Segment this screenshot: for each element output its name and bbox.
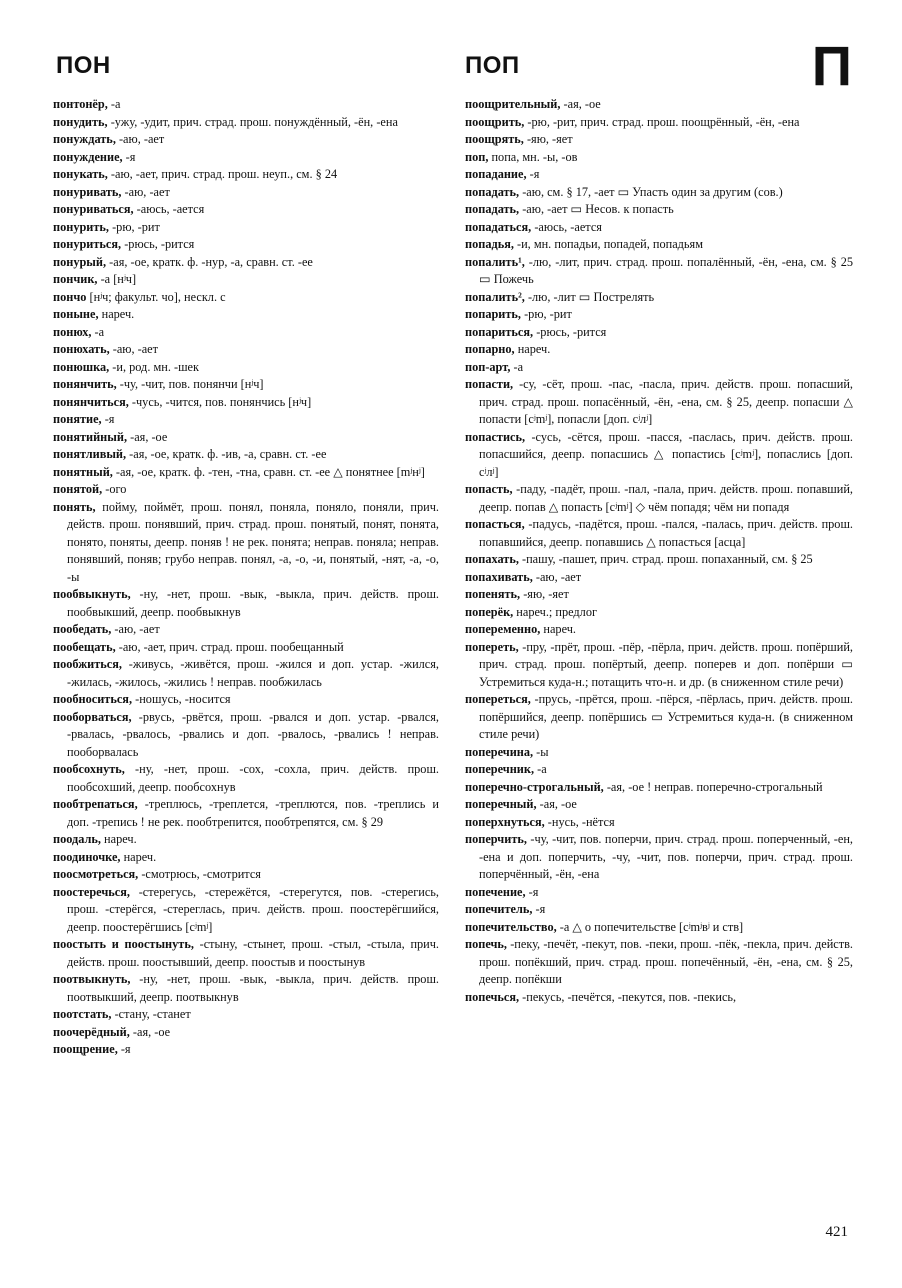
headword: понтонёр, <box>53 97 108 111</box>
dictionary-entry <box>53 429 439 447</box>
dictionary-entry <box>53 691 439 709</box>
dictionary-entry <box>53 149 439 167</box>
dictionary-entry <box>53 1024 439 1042</box>
headword: поперёк, <box>465 604 514 619</box>
dictionary-entry <box>53 376 439 394</box>
headword: понурить, <box>53 219 110 234</box>
dictionary-entry <box>53 271 439 289</box>
headword: понуриться, <box>53 237 122 251</box>
entry-body: -пекусь, -печётся, -пекутся, пов. -пекись, <box>519 989 737 1004</box>
entry-body: попа, мн. -ы, -ов <box>488 149 578 164</box>
headword: понянчиться, <box>53 394 129 409</box>
dictionary-entry <box>53 971 439 1006</box>
entry-body: -ая, -ое, кратк. ф. -нур, -а, сравн. ст. -ее <box>106 254 313 269</box>
entry-body: [нʲч; факульт. чо], нескл. с <box>86 289 226 304</box>
entry-body: -аю, -ает <box>109 342 159 356</box>
headword: поперечник, <box>465 762 535 776</box>
headword: понюх, <box>53 324 92 339</box>
headword: пообедать, <box>53 622 112 636</box>
dictionary-entry <box>465 184 853 202</box>
dictionary-entry <box>53 394 439 412</box>
headword: попарить, <box>465 307 522 321</box>
headword: попастись, <box>465 429 526 444</box>
entry-body: -пру, -прёт, прош. -пёр, -пёрла, прич. действ. прош. попёрший, прич. страд. прош. попёртый, деепр. поперев и доп. попёрши ▭ Устремиться куда-н.; потащить что-н. и др. (в сниженном стиле речи) <box>479 639 853 689</box>
entry-body: -прусь, -прётся, прош. -пёрся, -пёрлась, прич. действ. прош. попёршийся, деепр. попёршись ▭ Устремиться куда-н. (в сниженном стиле речи) <box>479 692 853 741</box>
entry-body: -я <box>526 167 540 181</box>
entry-body: -треплюсь, -треплется, -треплются, пов. -треплись и доп. -трепись ! не рек. пообтрепится, пообтрепятся, см. § 29 <box>67 797 439 829</box>
dictionary-entry <box>465 341 853 359</box>
entry-body: -стану, -станет <box>111 1007 191 1021</box>
headword: попенять, <box>465 587 521 601</box>
entry-body: -а <box>510 359 524 374</box>
headword: попахивать, <box>465 569 533 584</box>
entry-body: -а <box>91 324 105 339</box>
headword: понукать, <box>53 167 108 181</box>
entry-body: нареч. <box>100 832 137 846</box>
headword: попереть, <box>465 639 519 654</box>
dictionary-entry <box>465 236 853 254</box>
headword: поп, <box>465 149 489 164</box>
dictionary-entry <box>465 919 853 937</box>
entry-body: -падусь, -падётся, прош. -пался, -палась, прич. действ. прош. попавшийся, деепр. попавшись △ попасться [асца] <box>479 517 853 549</box>
headword: попадаться, <box>465 219 532 234</box>
headword: поп-арт, <box>465 359 511 374</box>
headword: попасться, <box>465 517 525 531</box>
entry-body: нареч. <box>120 849 157 864</box>
entry-body: -смотрюсь, -смотрится <box>138 867 261 881</box>
entry-body: -и, род. мн. -шек <box>109 359 199 374</box>
entry-body: -а <box>107 97 121 111</box>
dictionary-entry <box>53 236 439 254</box>
dictionary-entry <box>53 114 439 132</box>
dictionary-entry <box>465 201 853 219</box>
headword: попечение, <box>465 884 526 899</box>
entry-body: -чу, -чит, пов. понянчи [нʲч] <box>116 377 264 391</box>
dictionary-entry <box>465 796 853 814</box>
dictionary-entry <box>53 831 439 849</box>
headword: пообещать, <box>53 639 116 654</box>
headword: пообвыкнуть, <box>53 587 131 601</box>
entry-body: нареч.; предлог <box>513 604 598 619</box>
dictionary-entry <box>465 306 853 324</box>
headword: поодиночке, <box>53 849 121 864</box>
entry-body: -я <box>117 1042 131 1056</box>
entry-body: -аю, см. § 17, -ает ▭ Упасть один за другим (сов.) <box>519 184 783 199</box>
entry-body: -ы <box>533 744 549 759</box>
dictionary-entry <box>53 254 439 272</box>
entry-body: -рюсь, -рится <box>533 324 607 339</box>
entry-body: нареч. <box>98 307 135 321</box>
entry-body: -а [нʲч] <box>97 272 137 286</box>
dictionary-entry <box>53 166 439 184</box>
headword: пончо <box>53 289 87 304</box>
dictionary-entry <box>465 901 853 919</box>
headword: попалить², <box>465 289 525 304</box>
dictionary-entry <box>465 814 853 832</box>
dictionary-entry <box>53 884 439 937</box>
entry-body: -рю, -рит <box>109 219 160 234</box>
headword: поотвыкнуть, <box>53 972 131 986</box>
headword: поперхнуться, <box>465 814 545 829</box>
entry-body: -я <box>525 884 539 899</box>
entry-body: -я <box>101 412 115 426</box>
section-letter: П <box>811 34 852 97</box>
dictionary-entry <box>53 219 439 237</box>
entry-body: -я <box>122 149 136 164</box>
entry-body: -рю, -рит, прич. страд. прош. поощрённый, -ён, -ена <box>524 114 800 129</box>
dictionary-entry <box>53 849 439 867</box>
dictionary-entry <box>53 289 439 307</box>
headword: понюшка, <box>53 359 110 374</box>
dictionary-entry <box>53 1041 439 1059</box>
headword: пообжиться, <box>53 657 122 671</box>
entry-body: -ая, -ое, кратк. ф. -ив, -а, сравн. ст. -ее <box>126 447 327 461</box>
dictionary-entry <box>465 569 853 587</box>
dictionary-entry <box>53 201 439 219</box>
entry-body: -аю, -ает <box>115 132 165 146</box>
headword: пообноситься, <box>53 692 133 706</box>
entry-body: -аю, -ает <box>111 622 160 636</box>
entry-body: -аю, -ает <box>121 184 170 199</box>
headword: понянчить, <box>53 377 117 391</box>
entry-body: -лю, -лит, прич. страд. прош. попалённый, -ён, -ена, см. § 25 ▭ Пожечь <box>479 254 853 286</box>
headword: понять, <box>53 499 96 514</box>
dictionary-entry <box>53 359 439 377</box>
dictionary-entry <box>465 481 853 516</box>
dictionary-entry <box>53 464 439 482</box>
headword: поостеречься, <box>53 884 130 899</box>
headword: понуривать, <box>53 184 122 199</box>
headword: поощрительный, <box>465 97 561 111</box>
dictionary-entry <box>465 761 853 779</box>
entry-body: -аю, -ает <box>532 569 582 584</box>
dictionary-entry <box>465 621 853 639</box>
dictionary-entry <box>465 639 853 692</box>
dictionary-entry <box>53 621 439 639</box>
dictionary-entry <box>53 131 439 149</box>
entry-body: -ая, -ое <box>536 797 577 811</box>
headword: понятный, <box>53 464 113 479</box>
dictionary-entry <box>465 219 853 237</box>
entry-body: -живусь, -живётся, прош. -жился и доп. устар. -жился, -жилась, -жилось, -жились ! неправ. пообжилась <box>67 657 439 689</box>
entry-body: -пашу, -пашет, прич. страд. прош. попаханный, см. § 25 <box>518 552 813 566</box>
entry-body: -аю, -ает, прич. страд. прош. пообещанный <box>115 639 344 654</box>
headword: попахать, <box>465 552 519 566</box>
entry-body: -аюсь, -ается <box>133 202 205 216</box>
dictionary-entry <box>53 866 439 884</box>
dictionary-entry <box>53 341 439 359</box>
entry-body: -рвусь, -рвётся, прош. -рвался и доп. устар. -рвался, -рвалась, -рвалось, -рвались и доп. -рвалось, -рвались ! неправ. пооборвалась <box>67 709 439 759</box>
dictionary-entry <box>465 96 853 114</box>
entry-body: -нусь, -нётся <box>544 814 615 829</box>
dictionary-entry <box>53 936 439 971</box>
headword: попечься, <box>465 989 520 1004</box>
dictionary-entry <box>53 656 439 691</box>
headword: поощрять, <box>465 132 524 146</box>
headword: поощрение, <box>53 1042 118 1056</box>
dictionary-entry <box>465 289 853 307</box>
entry-body: -ая, -ое <box>560 97 601 111</box>
headword: попечитель, <box>465 902 533 916</box>
headword: поперчить, <box>465 832 527 846</box>
headword: попечительство, <box>465 919 557 934</box>
entry-body: -рю, -рит <box>521 307 572 321</box>
headword: попадья, <box>465 237 514 251</box>
entry-body: -аюсь, -ается <box>531 219 602 234</box>
headword: понятой, <box>53 482 103 496</box>
dictionary-entry <box>465 936 853 989</box>
dictionary-entry <box>465 376 853 429</box>
dictionary-entry <box>53 709 439 762</box>
entry-body: -ая, -ое ! неправ. поперечно-строгальный <box>603 779 823 794</box>
headword: попечь, <box>465 937 507 951</box>
headword: поочерёдный, <box>53 1024 130 1039</box>
headword: поощрить, <box>465 114 525 129</box>
dictionary-entry <box>465 324 853 342</box>
entry-body: -а △ о попечительстве [сʲmʲвʲ и ств] <box>556 919 744 934</box>
entry-body: -аю, -ает, прич. страд. прош. неуп., см. § 24 <box>107 167 338 181</box>
headword: пооборваться, <box>53 709 132 724</box>
headword: попеременно, <box>465 622 541 636</box>
entry-body: -паду, -падёт, прош. -пал, -пала, прич. действ. прош. попавший, деепр. попав △ попасть [сʲmʲ] ◇ чём попадя; чём ни попадя <box>479 482 853 514</box>
headword: понурый, <box>53 254 107 269</box>
dictionary-entry <box>465 166 853 184</box>
dictionary-entry <box>465 429 853 482</box>
entry-body: -аю, -ает ▭ Несов. к попасть <box>519 202 674 216</box>
headword: пообсохнуть, <box>53 762 125 776</box>
headword: понятийный, <box>53 429 128 444</box>
entry-body: -рюсь, -рится <box>121 237 195 251</box>
headword: поодаль, <box>53 832 101 846</box>
headword: попасти, <box>465 377 514 391</box>
dictionary-entry <box>465 691 853 744</box>
headword: понюхать, <box>53 342 110 356</box>
headword: понудить, <box>53 114 108 129</box>
dictionary-entry <box>53 586 439 621</box>
headword: попадать, <box>465 202 520 216</box>
headword: попалить¹, <box>465 254 525 269</box>
entry-body: -а <box>534 762 547 776</box>
dictionary-entry <box>465 586 853 604</box>
entry-body: -ужу, -удит, прич. страд. прош. понуждённый, -ён, -ена <box>107 114 398 129</box>
dictionary-entry <box>465 744 853 762</box>
headword: попасть, <box>465 482 513 496</box>
dictionary-entry <box>53 481 439 499</box>
dictionary-entry <box>465 516 853 551</box>
dictionary-entry <box>465 779 853 797</box>
entry-body: -и, мн. попадьи, попадей, попадьям <box>513 237 703 251</box>
headword: поотстать, <box>53 1007 112 1021</box>
headword: понятливый, <box>53 447 127 461</box>
entry-body: -чу, -чит, пов. поперчи, прич. страд. прош. поперченный, -ен, -ена и доп. поперчить, -чу, -чит, пов. поперчи, прич. страд. прош. поперчённый, -ён, -ена <box>479 832 853 881</box>
left-column <box>53 96 439 1059</box>
page-number: 421 <box>825 1224 848 1240</box>
right-guide-word: ПОП <box>465 52 520 79</box>
entry-body: -стерегусь, -стережётся, -стерегутся, пов. -стерегись, прош. -стерёгся, -стереглась, прич. действ. прош. поостерёгшийся, деепр. поостерёгшись [сʲmʲ] <box>67 884 439 934</box>
entry-body: -чусь, -чится, пов. понянчись [нʲч] <box>128 394 312 409</box>
dictionary-entry <box>53 411 439 429</box>
headword: поныне, <box>53 307 99 321</box>
entry-body: -лю, -лит ▭ Пострелять <box>524 289 655 304</box>
entry-body: -ношусь, -носится <box>132 692 231 706</box>
headword: попарно, <box>465 342 515 356</box>
headword: пообтрепаться, <box>53 797 138 811</box>
entry-body: -яю, -яет <box>523 132 573 146</box>
entry-body: нареч. <box>514 342 551 356</box>
dictionary-entry <box>53 446 439 464</box>
entry-body: -ну, -нет, прош. -вык, -выкла, прич. действ. прош. пообвыкший, деепр. пообвыкнув <box>67 587 439 619</box>
headword: поостыть и поостынуть, <box>53 937 194 951</box>
dictionary-entry <box>465 131 853 149</box>
entry-body: -су, -сёт, прош. -пас, -пасла, прич. действ. прош. попасший, прич. страд. прош. попасённый, -ён, -ена, см. § 25, деепр. попасши △ попасти [сʲmʲ], попасли [доп. сʲлʲ] <box>479 377 853 426</box>
dictionary-entry <box>465 884 853 902</box>
right-column <box>465 96 853 1006</box>
dictionary-entry <box>465 114 853 132</box>
dictionary-entry <box>465 551 853 569</box>
headword: поосмотреться, <box>53 867 139 881</box>
left-guide-word: ПОН <box>56 52 111 79</box>
headword: поперечина, <box>465 744 534 759</box>
dictionary-entry <box>53 324 439 342</box>
headword: понуждать, <box>53 132 116 146</box>
headword: поперечный, <box>465 797 537 811</box>
headword: понуждение, <box>53 149 123 164</box>
dictionary-entry <box>53 96 439 114</box>
dictionary-entry <box>53 184 439 202</box>
dictionary-entry <box>53 306 439 324</box>
entry-body: пойму, поймёт, прош. понял, поняла, поняло, поняли, прич. действ. прош. понявший, прич. страд. прош. понятый, понят, понята, понято, поняты, деепр. поняв ! не рек. понята; неправ. поняла; неправ. понявший, поняв; грубо неправ. понял, -а, -о, -и, понятый, -нят, -а, -о, -ы <box>67 499 439 584</box>
headword: поперечно-строгальный, <box>465 779 604 794</box>
entry-body: -я <box>532 902 546 916</box>
entry-body: -сусь, -сётся, прош. -пасся, -паслась, прич. действ. прош. попасшийся, деепр. попасшись △ попастись [сʲmʲ], попаслись [доп. сʲлʲ] <box>479 429 853 479</box>
entry-body: -пеку, -печёт, -пекут, пов. -пеки, прош. -пёк, -пекла, прич. действ. прош. попёкший, прич. страд. прош. попечённый, -ён, -ена, см. § 25, деепр. попёкши <box>479 937 853 986</box>
dictionary-entry <box>53 761 439 796</box>
dictionary-entry <box>465 149 853 167</box>
headword: понуриваться, <box>53 202 134 216</box>
headword: понятие, <box>53 412 102 426</box>
headword: попариться, <box>465 324 534 339</box>
headword: попадание, <box>465 167 527 181</box>
dictionary-entry <box>53 639 439 657</box>
dictionary-entry <box>53 796 439 831</box>
entry-body: -ая, -ое <box>127 429 168 444</box>
entry-body: -ая, -ое <box>129 1024 171 1039</box>
entry-body: -яю, -яет <box>520 587 569 601</box>
dictionary-entry <box>53 499 439 587</box>
entry-body: -ая, -ое, кратк. ф. -тен, -тна, сравн. ст. -ее △ понятнее [mʲнʲ] <box>112 464 425 479</box>
headword: пончик, <box>53 272 98 286</box>
headword: попадать, <box>465 184 520 199</box>
entry-body: -ну, -нет, прош. -вык, -выкла, прич. действ. прош. поотвыкший, деепр. поотвыкнув <box>67 972 439 1004</box>
entry-body: -ну, -нет, прош. -сох, -сохла, прич. действ. прош. пообсохший, деепр. пообсохнув <box>67 762 439 794</box>
dictionary-entry <box>465 254 853 289</box>
entry-body: нареч. <box>540 622 576 636</box>
entry-body: -ого <box>102 482 127 496</box>
dictionary-entry <box>465 359 853 377</box>
dictionary-entry <box>465 831 853 884</box>
entry-body: -стыну, -стынет, прош. -стыл, -стыла, прич. действ. прош. поостывший, деепр. поостыв и поостынув <box>67 937 440 969</box>
dictionary-entry <box>53 1006 439 1024</box>
dictionary-entry <box>465 604 853 622</box>
headword: попереться, <box>465 692 531 706</box>
dictionary-entry <box>465 989 853 1007</box>
